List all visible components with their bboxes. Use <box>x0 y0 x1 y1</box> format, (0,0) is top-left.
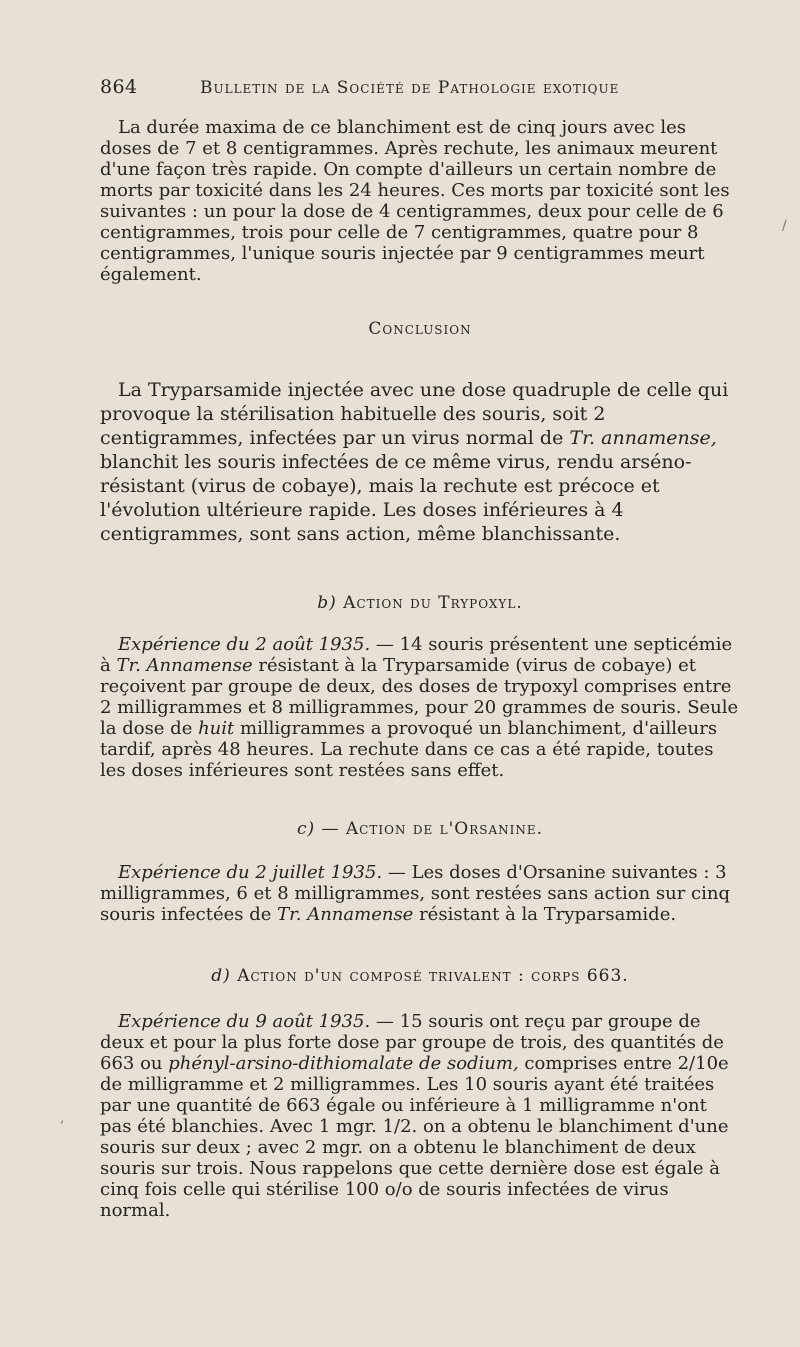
paragraph-section-c <box>100 862 740 925</box>
section-b-text-b: résistant à la Tryparsamide (virus de cobaye) et reçoivent par groupe de deux, des doses de trypoxyl comprises entre 2 milligrammes et 8 milligrammes, pour 20 grammes de souris. Seule la dose de <box>100 655 739 739</box>
section-b-experiment: Expérience du 2 août 1935. <box>118 634 371 655</box>
margin-dot: , <box>60 1110 65 1126</box>
heading-conclusion: Conclusion <box>368 319 472 339</box>
paragraph-conclusion <box>100 378 740 546</box>
section-c-text-a: — Les doses d'Orsanine suivantes : 3 milligrammes, 6 et 8 milligrammes, sont restées sans action sur cinq souris infectées de <box>100 862 730 925</box>
section-b-species: Tr. Annamense <box>116 655 253 676</box>
section-b-letter: b) <box>317 593 337 613</box>
paragraph-section-b <box>100 634 740 781</box>
margin-mark: / <box>782 218 787 234</box>
heading-section-c <box>100 819 740 839</box>
journal-title: Bulletin de la Société de Pathologie exotique <box>200 78 620 98</box>
conclusion-text-a: La Tryparsamide injectée avec une dose quadruple de celle qui provoque la stérilisation habituelle des souris, soit 2 centigrammes, infectées par un virus normal de <box>100 379 729 449</box>
heading-section-b <box>100 593 740 613</box>
paragraph-toxicity-text: La durée maxima de ce blanchiment est de cinq jours avec les doses de 7 et 8 centigrammes. Après rechute, les animaux meurent d'une façon très rapide. On compte d'ailleurs un certain nombre de morts par toxicité dans les 24 heures. Ces morts par toxicité sont les suivantes : un pour la dose de 4 centigrammes, deux pour celle de 6 centigrammes, trois pour celle de 7 centigrammes, quatre pour 8 centigrammes, l'unique souris injectée par 9 centigrammes meurt également. <box>100 117 730 285</box>
section-c-letter: c) <box>296 819 316 839</box>
section-d-text-b: comprises entre 2/10e de milligramme et 2 milligrammes. Les 10 souris ayant été traitées par une quantité de 663 égale ou inférieure à 1 milligramme n'ont pas été blanchies. Avec 1 mgr. 1/2. on a obtenu le blanchiment d'une souris sur deux ; avec 2 mgr. on a obtenu le blanchiment de deux souris sur trois. Nous rappelons que cette dernière dose est égale à cinq fois celle qui stérilise 100 o/o de souris infectées de virus normal. <box>100 1053 729 1221</box>
section-d-letter: d) <box>211 966 231 986</box>
section-b-emph: huit <box>198 718 235 739</box>
paragraph-section-d <box>100 1011 740 1221</box>
species-name: Tr. annamense, <box>569 427 717 449</box>
section-b-text-c: milligrammes a provoqué un blanchiment, d'ailleurs tardif, après 48 heures. La rechute dans ce cas a été rapide, toutes les doses inférieures sont restées sans effet. <box>100 718 718 781</box>
page-number: 864 <box>100 76 138 98</box>
section-b-text-a: — 14 souris présentent une septicémie à <box>100 634 733 676</box>
running-head <box>100 76 660 100</box>
section-c-experiment: Expérience du 2 juillet 1935. <box>118 862 383 883</box>
section-d-text-a: — 15 souris ont reçu par groupe de deux et pour la plus forte dose par groupe de trois, des quantités de 663 ou <box>100 1011 724 1074</box>
section-b-title: Action du Trypoxyl. <box>343 593 523 613</box>
section-d-compound: phényl-arsino-dithiomalate de sodium, <box>168 1053 519 1074</box>
section-d-title: Action d'un composé trivalent : corps 663. <box>237 966 629 986</box>
conclusion-text-b: blanchit les souris infectées de ce même virus, rendu arséno-résistant (virus de cobaye), mais la rechute est précoce et l'évolution ultérieure rapide. Les doses inférieures à 4 centigrammes, sont sans action, même blanchissante. <box>100 451 692 545</box>
heading-section-d <box>100 966 740 986</box>
section-c-species: Tr. Annamense <box>277 904 414 925</box>
section-c-title: — Action de l'Orsanine. <box>321 819 544 839</box>
paragraph-toxicity <box>100 117 740 285</box>
section-d-experiment: Expérience du 9 août 1935. <box>118 1011 371 1032</box>
section-c-text-b: résistant à la Tryparsamide. <box>419 904 677 925</box>
